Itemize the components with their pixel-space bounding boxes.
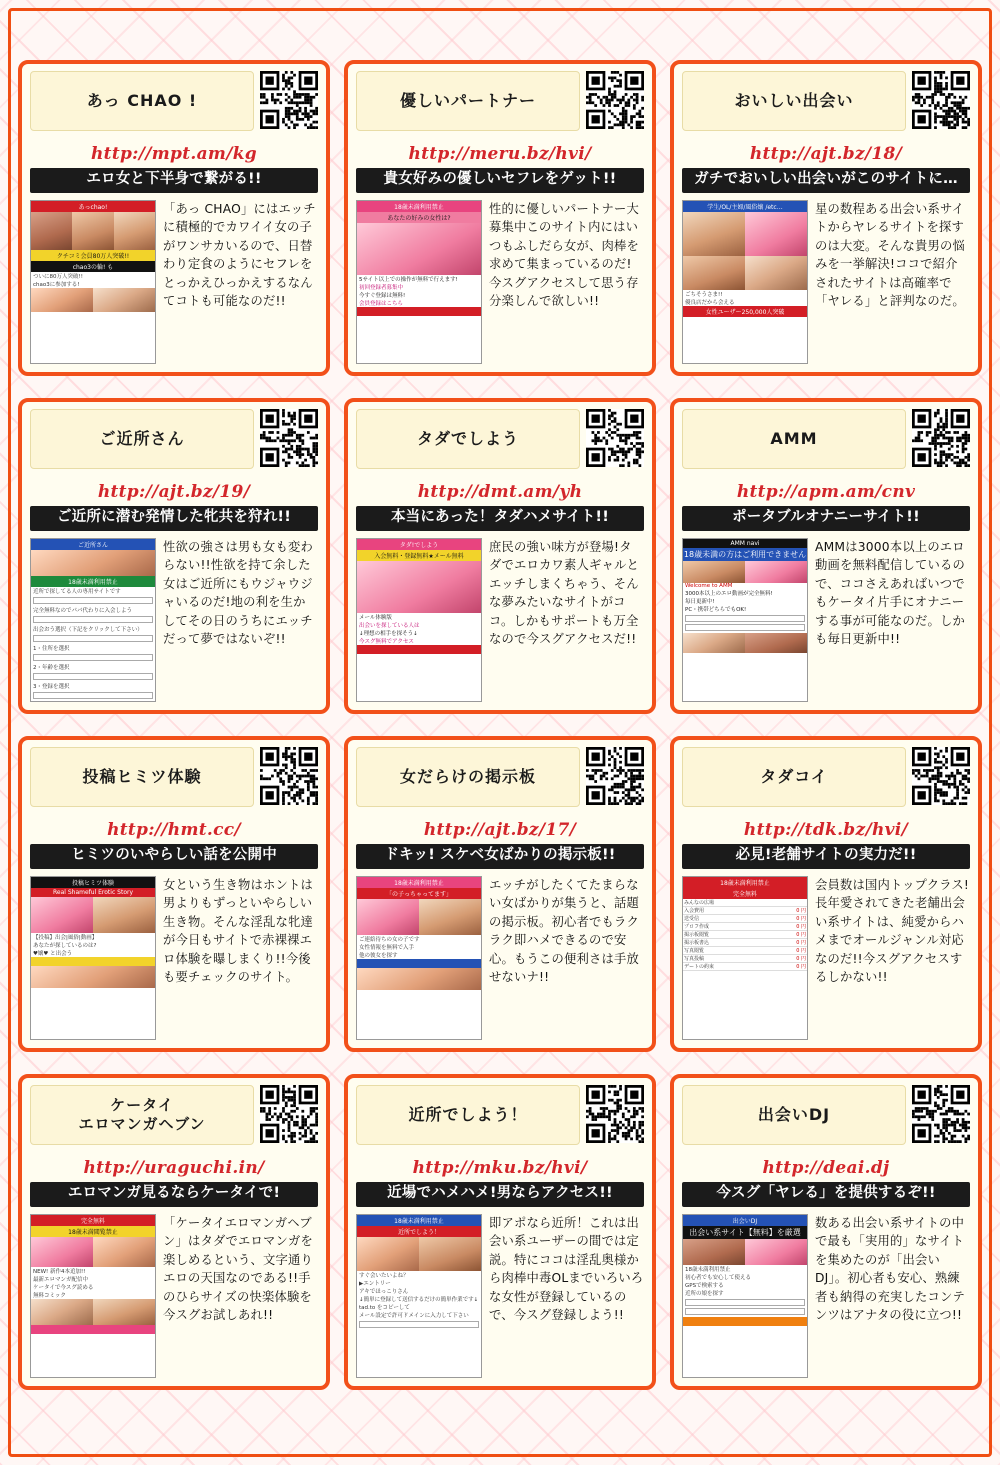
site-screenshot[interactable]: 18歳未満利用禁止 近所でしよう！ すぐ会いたいよね？ ▶エントリー アキでほっこりさん ↓簡単に登録して送信するだけの簡単作業です↓ tad.to をコピーして メール設定で許可ドメインに入力して下さい bbox=[356, 1214, 482, 1378]
price-row: プロフ作成 0 円 bbox=[684, 923, 806, 930]
price-row: みんなの広場 bbox=[683, 899, 807, 907]
card-header bbox=[682, 747, 970, 813]
ad-title-box bbox=[30, 409, 254, 469]
ad-title-box bbox=[682, 1085, 906, 1145]
card-header bbox=[356, 71, 644, 137]
qr-code-icon[interactable] bbox=[586, 71, 644, 129]
site-screenshot[interactable]: AMM navi 18歳未満の方はご利用できません Welcome to AMM 3000本以上のエロ動画が完全無料! 毎日更新中! PC・携帯どちらでもOK! bbox=[682, 538, 808, 702]
card-body bbox=[356, 538, 644, 702]
ad-title-box bbox=[682, 71, 906, 131]
card-header bbox=[682, 71, 970, 137]
ad-title-box bbox=[356, 1085, 580, 1145]
shot-banner-top: タダ!でしよう bbox=[357, 539, 481, 550]
ad-title: ケータイ エロマンガヘブン bbox=[78, 1096, 206, 1133]
ad-description: AMMは3000本以上のエロ動画を無料配信しているので、ココさえあればいつでもケータイ片手にオナニーする事が可能なのだ。しかも毎日更新中!! bbox=[815, 539, 965, 647]
ad-card[interactable] bbox=[670, 1074, 982, 1390]
ad-card[interactable] bbox=[670, 60, 982, 376]
card-header bbox=[356, 1085, 644, 1151]
site-screenshot[interactable]: 学生/OL/主婦/風俗嬢 /etc… ごちそうさま!! 優良店だから会える 女性ユーザー250,000人突破 bbox=[682, 200, 808, 364]
ad-title: 出会いDJ bbox=[757, 1105, 831, 1124]
shot-banner-mid: 18歳未満の方はご利用できません bbox=[683, 549, 807, 559]
card-header bbox=[356, 409, 644, 475]
ad-catchphrase: 近場でハメハメ!男ならアクセス!! bbox=[356, 1182, 644, 1207]
ad-title: 女だらけの掲示板 bbox=[399, 767, 536, 786]
ad-title-box bbox=[356, 409, 580, 469]
card-header bbox=[682, 409, 970, 475]
price-row: 掲示板書込 0 円 bbox=[684, 939, 806, 946]
price-row: 入会費用 0 円 bbox=[684, 907, 806, 914]
shot-banner-top: 出会いDJ bbox=[683, 1215, 807, 1226]
ad-description: エッチがしたくてたまらない女ばかりが集うと、話題の掲示板。初心者でもラクラク即ハメできるので安心。もうこの便利さは手放せないナ!! bbox=[489, 877, 639, 985]
card-header bbox=[30, 71, 318, 137]
shot-banner-mid: 18歳未満閲覧禁止 bbox=[31, 1226, 155, 1237]
ad-url[interactable]: http://uraguchi.in/ bbox=[83, 1158, 265, 1178]
shot-banner-top: 18歳未満利用禁止 bbox=[683, 877, 807, 888]
ad-url[interactable]: http://dmt.am/yh bbox=[417, 482, 583, 502]
shot-banner-top: 18歳未満利用禁止 bbox=[357, 877, 481, 888]
card-body bbox=[682, 538, 970, 702]
qr-code-icon[interactable] bbox=[586, 747, 644, 805]
ad-url[interactable]: http://deai.dj bbox=[762, 1158, 890, 1178]
ad-url[interactable]: http://ajt.bz/19/ bbox=[97, 482, 251, 502]
card-header bbox=[682, 1085, 970, 1151]
ad-title-box bbox=[30, 1085, 254, 1145]
site-screenshot[interactable]: 出会いDJ 出会い系サイト【無料】を厳選 18歳未満利用禁止 初心者でも安心して使える GPSで検索する 近所の娘を探す bbox=[682, 1214, 808, 1378]
ad-title: 優しいパートナー bbox=[399, 91, 536, 110]
ad-title-box bbox=[682, 409, 906, 469]
ad-description: 会員数は国内トップクラス!長年愛されてきた老舗出会い系サイトは、純愛からハメまでオールジャンル対応なのだ!!今スグアクセスするしかない!! bbox=[815, 877, 969, 985]
ad-card[interactable] bbox=[18, 398, 330, 714]
price-row: 写真閲覧 0 円 bbox=[684, 947, 806, 954]
ad-catchphrase: ヒミツのいやらしい話を公開中 bbox=[30, 844, 318, 869]
card-body bbox=[30, 200, 318, 364]
ad-catchphrase: 今スグ「ヤレる」を提供するぞ!! bbox=[682, 1182, 970, 1207]
ad-catchphrase: エロ女と下半身で繋がる!! bbox=[30, 168, 318, 193]
ad-url[interactable]: http://hmt.cc/ bbox=[107, 820, 241, 840]
ad-card[interactable] bbox=[344, 1074, 656, 1390]
site-screenshot[interactable]: 投稿ヒミツ体験 Real Shameful Erotic Story 【投稿】出会|風俗|動画】 あなたが探しているのは? ♥嬢♥ と出会う bbox=[30, 876, 156, 1040]
card-body bbox=[682, 1214, 970, 1378]
shot-banner-mid: 「の子っちゃってます」 bbox=[357, 888, 481, 899]
ad-title: タダでしよう bbox=[416, 429, 519, 448]
ad-catchphrase: ご近所に潜む発情した牝共を狩れ!! bbox=[30, 506, 318, 531]
shot-banner-top: 学生/OL/主婦/風俗嬢 /etc… bbox=[683, 201, 807, 212]
ad-catchphrase: エロマンガ見るならケータイで! bbox=[30, 1182, 318, 1207]
ad-catchphrase: ドキッ! スケベ女ばかりの掲示板!! bbox=[356, 844, 644, 869]
shot-banner-top: AMM navi bbox=[683, 539, 807, 548]
site-screenshot[interactable] bbox=[682, 876, 808, 1040]
shot-banner-mid: 近所でしよう！ bbox=[357, 1226, 481, 1237]
ad-url[interactable]: http://ajt.bz/18/ bbox=[749, 144, 903, 164]
ad-title-box bbox=[356, 747, 580, 807]
site-screenshot[interactable]: 18歳未満利用禁止 「の子っちゃってます」 ご連絡待ちの女の子です 女性情報を無料で入手 他の彼女を探す bbox=[356, 876, 482, 1040]
ad-title: おいしい出会い bbox=[734, 91, 854, 110]
ad-url[interactable]: http://apm.am/cnv bbox=[736, 482, 916, 502]
ad-description: 性欲の強さは男も女も変わらない!!性欲を持て余した女はご近所にもウジャウジャいるのだ!地の利を生かしてその日のうちにエッチだって夢ではないぞ!! bbox=[163, 539, 313, 647]
card-body bbox=[682, 200, 970, 364]
card-body bbox=[356, 876, 644, 1040]
ad-description: 数ある出会い系サイトの中で最も「実用的」なサイトを集めたのが「出会いDJ」。初心者も安心、熟練者も納得の充実したコンテンツはアナタの役に立つ!! bbox=[815, 1215, 965, 1323]
qr-code-icon[interactable] bbox=[912, 747, 970, 805]
qr-code-icon[interactable] bbox=[260, 409, 318, 467]
shot-banner-mid: 完全無料 bbox=[683, 888, 807, 899]
qr-code-icon[interactable] bbox=[260, 1085, 318, 1143]
qr-code-icon[interactable] bbox=[912, 409, 970, 467]
ad-card[interactable] bbox=[670, 736, 982, 1052]
card-body bbox=[356, 200, 644, 364]
ad-description: 即アポなら近所！これは出会い系ユーザーの間では定説。特にココは淫乱奥様から肉棒中毒OLまでいろいろな女性が登録しているので、今スグ登録しよう!! bbox=[489, 1215, 644, 1323]
shot-banner-mid: 入会無料・登録無料★メール無料 bbox=[357, 550, 481, 561]
price-row: デートの約束 0 円 bbox=[684, 963, 806, 970]
ad-title-box bbox=[30, 71, 254, 131]
qr-code-icon[interactable] bbox=[586, 409, 644, 467]
price-row: 送受信 0 円 bbox=[684, 915, 806, 922]
ad-url[interactable]: http://ajt.bz/17/ bbox=[423, 820, 577, 840]
card-body bbox=[30, 538, 318, 702]
card-header bbox=[30, 1085, 318, 1151]
card-header bbox=[356, 747, 644, 813]
shot-banner-top: 18歳未満利用禁止 bbox=[357, 201, 481, 212]
ad-card[interactable] bbox=[18, 60, 330, 376]
qr-code-icon[interactable] bbox=[912, 71, 970, 129]
ad-title-box bbox=[30, 747, 254, 807]
site-screenshot[interactable]: タダ!でしよう 入会無料・登録無料★メール無料 メール体験版 出会いを探している人は ↓理想の相手を探そう↓ 今スグ無料でアクセス bbox=[356, 538, 482, 702]
ad-title: タダコイ bbox=[760, 767, 828, 786]
site-screenshot[interactable]: ご近所さん 18歳未満利用禁止 近所で探してる人の専用サイトです 完全無料なのでパパ代わりに入会しよう 出会おう選択（下記をクリックして下さい） 1・住所を選択 2・年齢を選択 3・登録を選択 bbox=[30, 538, 156, 702]
shot-banner-top: ご近所さん bbox=[31, 539, 155, 550]
ad-url[interactable]: http://meru.bz/hvi/ bbox=[408, 144, 592, 164]
ad-catchphrase: 貴女好みの優しいセフレをゲット!! bbox=[356, 168, 644, 193]
ad-catchphrase: ポータブルオナニーサイト!! bbox=[682, 506, 970, 531]
ad-card-grid bbox=[18, 60, 982, 1390]
ad-url[interactable]: http://mku.bz/hvi/ bbox=[412, 1158, 588, 1178]
site-screenshot[interactable]: 18歳未満利用禁止 あなたの好みの女性は? 5サイト以上での操作が無料で行えます! 初回登録者募集中 今すぐ登録は無料! 会員登録はこちら bbox=[356, 200, 482, 364]
shot-banner-top: 18歳未満利用禁止 bbox=[357, 1215, 481, 1226]
site-screenshot[interactable]: 完全無料 18歳未満閲覧禁止 NEW! 新作4本追加!! 最新エロマンガ配信中 ケータイで今スグ読める 無料コミック bbox=[30, 1214, 156, 1378]
qr-code-icon[interactable] bbox=[912, 1085, 970, 1143]
price-row: 写真投稿 0 円 bbox=[684, 955, 806, 962]
site-screenshot[interactable]: あっchao! クチコミ会員80万人突破!! chao3の輪! も ついに80万人突破!! chao3に参加する! bbox=[30, 200, 156, 364]
card-body bbox=[30, 876, 318, 1040]
shot-banner-mid: 女性ユーザー250,000人突破 bbox=[683, 306, 807, 317]
ad-card[interactable] bbox=[670, 398, 982, 714]
ad-description: 星の数程ある出会い系サイトからヤレるサイトを探すのは大変。そんな貴男の悩みを一挙解決!ココで紹介されたサイトは高確率で「ヤレる」と評判なのだ。 bbox=[815, 201, 965, 309]
shot-banner-top: 完全無料 bbox=[31, 1215, 155, 1226]
shot-banner-top: あっchao! bbox=[31, 201, 155, 212]
shot-banner-mid: あなたの好みの女性は? bbox=[357, 212, 481, 223]
ad-card[interactable] bbox=[344, 60, 656, 376]
shot-banner-mid: 出会い系サイト【無料】を厳選 bbox=[683, 1226, 807, 1239]
ad-title: あっ CHAO ! bbox=[86, 91, 198, 110]
shot-banner-mid: クチコミ会員80万人突破!! bbox=[31, 250, 155, 261]
card-header bbox=[30, 747, 318, 813]
ad-catchphrase: 本当にあった！タダハメサイト!! bbox=[356, 506, 644, 531]
card-body bbox=[30, 1214, 318, 1378]
ad-title: 投稿ヒミツ体験 bbox=[82, 767, 202, 786]
ad-title-box bbox=[682, 747, 906, 807]
qr-code-icon[interactable] bbox=[260, 747, 318, 805]
shot-banner-mid: 18歳未満利用禁止 bbox=[31, 576, 155, 587]
ad-card[interactable] bbox=[18, 1074, 330, 1390]
card-body bbox=[356, 1214, 644, 1378]
ad-card[interactable] bbox=[18, 736, 330, 1052]
ad-title: AMM bbox=[770, 429, 818, 448]
shot-banner-mid: Real Shameful Erotic Story bbox=[31, 888, 155, 897]
qr-code-icon[interactable] bbox=[586, 1085, 644, 1143]
ad-url[interactable]: http://mpt.am/kg bbox=[91, 144, 257, 164]
ad-card[interactable] bbox=[344, 398, 656, 714]
ad-card[interactable] bbox=[344, 736, 656, 1052]
ad-description: 「ケータイエロマンガヘブン」はタダでエロマンガを楽しめるという、文字通りエロの天国なのである!!手のひらサイズの快楽体験を今スグお試しあれ!! bbox=[163, 1215, 313, 1323]
ad-catchphrase: ガチでおいしい出会いがこのサイトに… bbox=[682, 168, 970, 193]
card-header bbox=[30, 409, 318, 475]
qr-code-icon[interactable] bbox=[260, 71, 318, 129]
ad-description: 庶民の強い味方が登場!タダでエロカワ素人ギャルとエッチしまくちゃう、そんな夢みたいなサイトがココ。しかもサポートも万全なので今スグアクセスだ!! bbox=[489, 539, 639, 647]
ad-title: ご近所さん bbox=[99, 429, 185, 448]
ad-title-box bbox=[356, 71, 580, 131]
ad-description: 女という生き物はホントは男よりもずっといやらしい生き物。そんな淫乱な牝達が今日もサイトで赤裸裸エロ体験を曝しまくり!!今後も要チェックのサイト。 bbox=[163, 877, 313, 985]
ad-title: 近所でしよう！ bbox=[408, 1105, 528, 1124]
ad-description: 性的に優しいパートナー大募集中このサイト内にはいつもふしだら女が、肉棒を求めて集まっているのだ!今スグアクセスして思う存分楽しんで欲しい!! bbox=[489, 201, 639, 309]
card-body bbox=[682, 876, 970, 1040]
shot-banner-top: 投稿ヒミツ体験 bbox=[31, 877, 155, 888]
price-row: 掲示板閲覧 0 円 bbox=[684, 931, 806, 938]
ad-description: 「あっ CHAO」にはエッチに積極的でカワイイ女の子がワンサカいるので、日替わり定食のようにセフレをとっかえひっかえするなんてコトも可能なのだ!! bbox=[163, 201, 316, 309]
ad-url[interactable]: http://tdk.bz/hvi/ bbox=[743, 820, 909, 840]
ad-catchphrase: 必見!老舗サイトの実力だ!! bbox=[682, 844, 970, 869]
